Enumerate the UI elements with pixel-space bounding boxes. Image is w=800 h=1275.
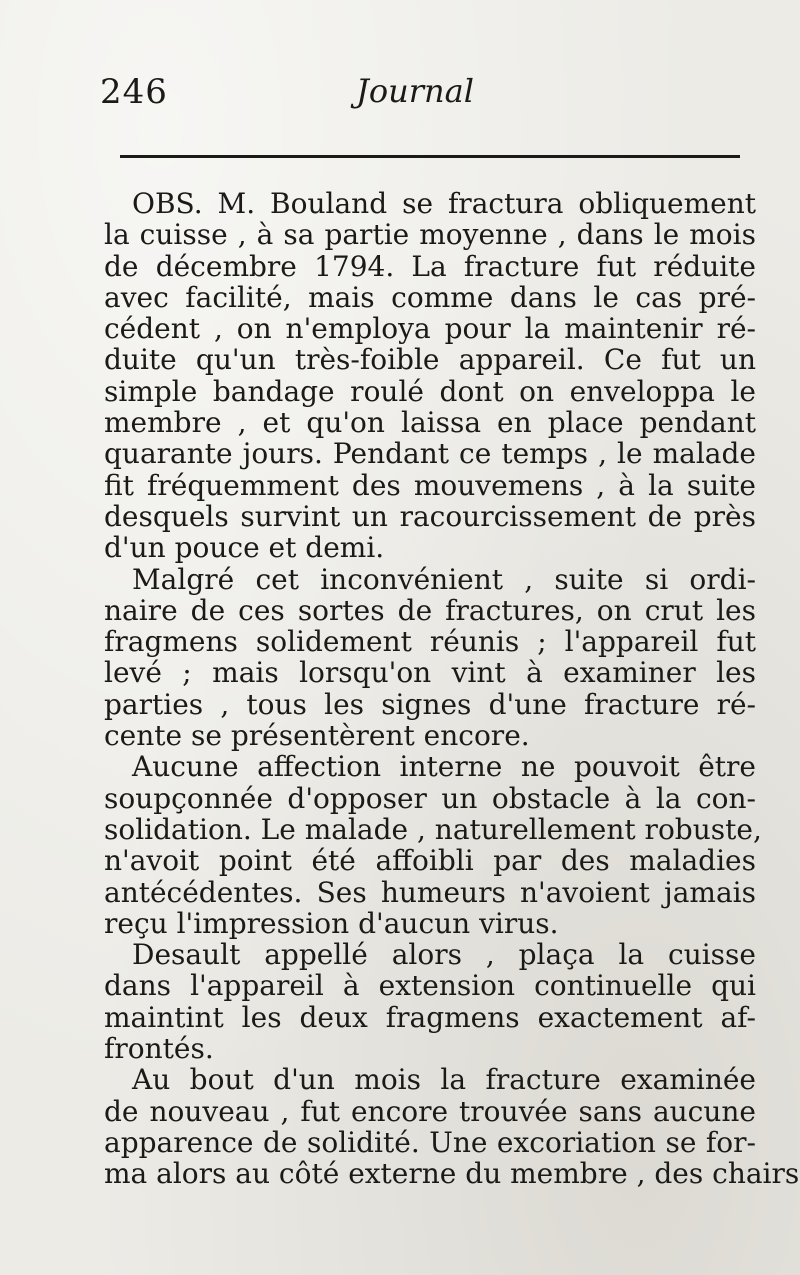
text-line: avec facilité, mais comme dans le cas pré- [104, 280, 756, 314]
text-line: levé ; mais lorsqu'on vint à examiner les [104, 656, 756, 690]
text-line: n'avoit point été affoibli par des maladies [104, 844, 756, 878]
text-line: quarante jours. Pendant ce temps , le malade [104, 437, 756, 471]
text-line: apparence de solidité. Une excoriation se for- [104, 1125, 756, 1159]
text-line: Desault appellé alors , plaça la cuisse [132, 938, 756, 972]
running-head: Journal [356, 72, 474, 110]
text-line: cente se présentèrent encore. [104, 719, 530, 753]
text-line: cédent , on n'employa pour la maintenir ré- [104, 312, 756, 346]
text-line: antécédentes. Ses humeurs n'avoient jamais [104, 875, 756, 909]
text-line: Aucune affection interne ne pouvoit être [132, 750, 756, 784]
text-line: Au bout d'un mois la fracture examinée [132, 1063, 756, 1097]
text-line: de nouveau , fut encore trouvée sans aucune [104, 1094, 756, 1128]
text-line: fragmens solidement réunis ; l'appareil fut [104, 625, 756, 659]
text-line: solidation. Le malade , naturellement robuste, [104, 812, 762, 846]
text-line: parties , tous les signes d'une fracture ré- [104, 687, 756, 721]
text-line: Malgré cet inconvénient , suite si ordi- [132, 562, 756, 596]
page-header [100, 66, 760, 116]
text-line: fit fréquemment des mouvemens , à la suite [104, 468, 756, 502]
text-line: membre , et qu'on laissa en place pendant [104, 406, 756, 440]
text-line: naire de ces sortes de fractures, on crut les [104, 593, 756, 627]
text-line: ma alors au côté externe du membre , des chairs [104, 1157, 800, 1191]
text-line: de décembre 1794. La fracture fut réduite [104, 249, 756, 283]
text-line: reçu l'impression d'aucun virus. [104, 906, 559, 940]
text-line: simple bandage roulé dont on enveloppa le [104, 374, 756, 408]
text-line: desquels survint un racourcissement de près [104, 499, 756, 533]
text-line: d'un pouce et demi. [104, 531, 385, 565]
text-line: la cuisse , à sa partie moyenne , dans le mois [104, 218, 756, 252]
text-line: frontés. [104, 1032, 214, 1066]
text-line: maintint les deux fragmens exactement af- [104, 1000, 756, 1034]
page-number: 246 [100, 72, 168, 112]
text-line: soupçonnée d'opposer un obstacle à la con- [104, 781, 756, 815]
text-line: duite qu'un très-foible appareil. Ce fut un [104, 343, 756, 377]
text-line: dans l'appareil à extension continuelle qui [104, 969, 756, 1003]
header-rule [120, 155, 740, 158]
body-text [104, 187, 800, 1191]
text-line: OBS. M. Bouland se fractura obliquement [132, 187, 756, 220]
